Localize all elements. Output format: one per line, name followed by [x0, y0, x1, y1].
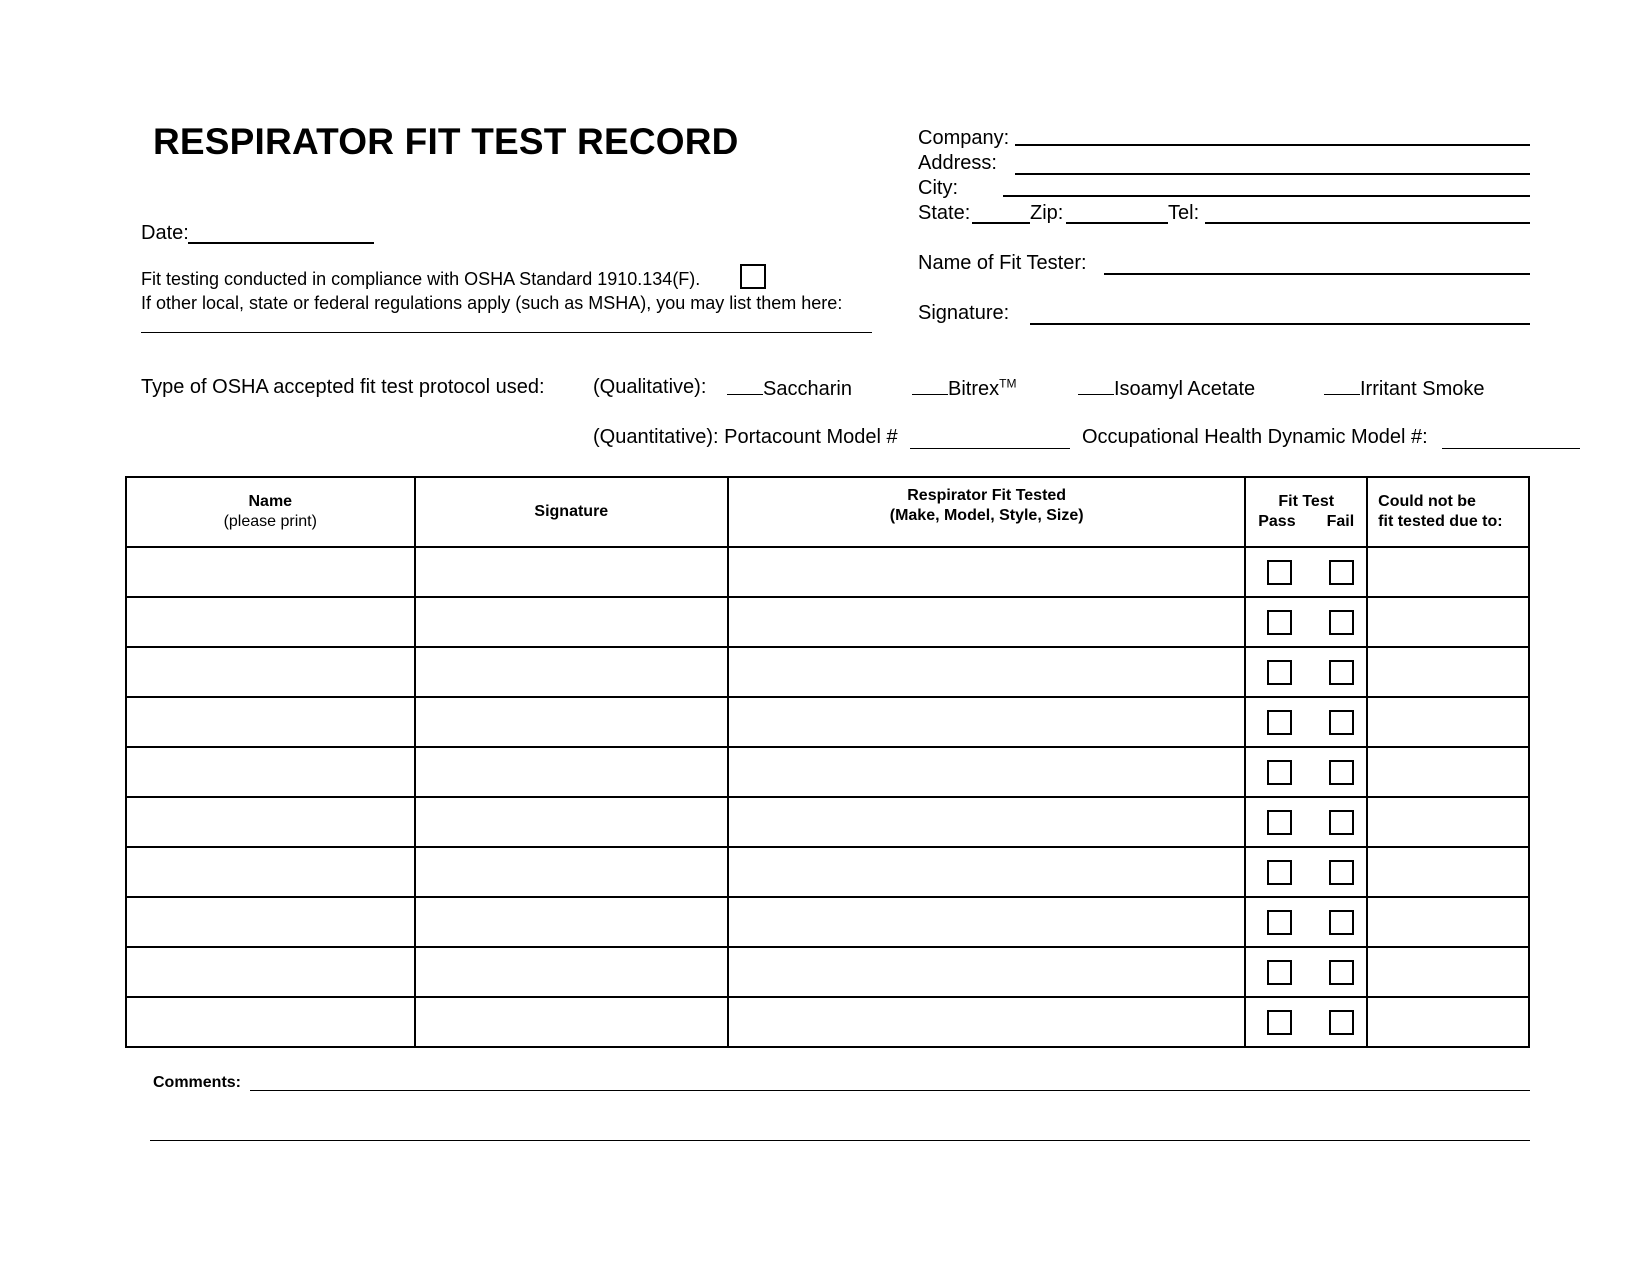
fail-checkbox[interactable] — [1329, 660, 1354, 685]
fit-test-cell — [1245, 947, 1367, 997]
signature-cell[interactable] — [415, 797, 729, 847]
signature-cell[interactable] — [415, 547, 729, 597]
ohd-model-field[interactable] — [1442, 448, 1580, 449]
fit-test-table — [125, 476, 1530, 1048]
pass-checkbox[interactable] — [1267, 610, 1292, 635]
could-not-cell[interactable] — [1367, 797, 1529, 847]
name-cell[interactable] — [126, 797, 415, 847]
quantitative-label: (Quantitative): Portacount Model # — [593, 426, 898, 448]
fit-test-cell — [1245, 697, 1367, 747]
zip-label: Zip: — [1030, 202, 1064, 224]
could-not-cell[interactable] — [1367, 597, 1529, 647]
pass-checkbox[interactable] — [1267, 960, 1292, 985]
could-not-cell[interactable] — [1367, 747, 1529, 797]
could-not-cell[interactable] — [1367, 697, 1529, 747]
fail-label: Fail — [1326, 513, 1355, 530]
table-row — [126, 847, 1529, 897]
fit-test-cell — [1245, 897, 1367, 947]
col-header-could-not: Could not be fit tested due to: — [1367, 477, 1529, 547]
option-saccharin[interactable]: Saccharin — [727, 376, 852, 401]
pass-checkbox[interactable] — [1267, 660, 1292, 685]
fail-checkbox[interactable] — [1329, 610, 1354, 635]
table-row — [126, 797, 1529, 847]
respirator-cell[interactable] — [728, 997, 1245, 1047]
tel-field[interactable] — [1205, 222, 1530, 224]
could-not-cell[interactable] — [1367, 647, 1529, 697]
signature-label: Signature: — [918, 302, 1010, 324]
fail-checkbox[interactable] — [1329, 710, 1354, 735]
compliance-text: Fit testing conducted in compliance with OSHA Standard 1910.134(F). — [141, 269, 701, 289]
signature-cell[interactable] — [415, 697, 729, 747]
table-header-row — [126, 477, 1529, 547]
name-cell[interactable] — [126, 597, 415, 647]
table-row — [126, 647, 1529, 697]
name-cell[interactable] — [126, 897, 415, 947]
option-irritant-smoke[interactable]: Irritant Smoke — [1324, 376, 1484, 401]
respirator-cell[interactable] — [728, 747, 1245, 797]
trademark-sup: TM — [999, 376, 1017, 391]
col-header-signature: Signature — [415, 477, 729, 547]
other-regulations-text: If other local, state or federal regulations apply (such as MSHA), you may list them here: — [141, 293, 843, 313]
name-cell[interactable] — [126, 997, 415, 1047]
respirator-cell[interactable] — [728, 947, 1245, 997]
could-not-cell[interactable] — [1367, 847, 1529, 897]
pass-checkbox[interactable] — [1267, 810, 1292, 835]
pass-checkbox[interactable] — [1267, 560, 1292, 585]
fit-test-cell — [1245, 847, 1367, 897]
could-not-cell[interactable] — [1367, 997, 1529, 1047]
pass-label: Pass — [1258, 513, 1296, 530]
page-title: RESPIRATOR FIT TEST RECORD — [153, 121, 739, 162]
fit-tester-field[interactable] — [1104, 273, 1530, 275]
pass-checkbox[interactable] — [1267, 860, 1292, 885]
fail-checkbox[interactable] — [1329, 860, 1354, 885]
respirator-cell[interactable] — [728, 647, 1245, 697]
other-regulations-field[interactable] — [141, 332, 872, 333]
signature-cell[interactable] — [415, 997, 729, 1047]
fail-checkbox[interactable] — [1329, 810, 1354, 835]
fail-checkbox[interactable] — [1329, 760, 1354, 785]
respirator-cell[interactable] — [728, 697, 1245, 747]
company-field[interactable] — [1015, 144, 1530, 146]
saccharin-blank[interactable] — [727, 376, 763, 395]
fit-tester-label: Name of Fit Tester: — [918, 252, 1087, 274]
isoamyl-blank[interactable] — [1078, 376, 1114, 395]
col-header-fit-test: Fit Test Pass Fail — [1245, 477, 1367, 547]
fit-test-cell — [1245, 547, 1367, 597]
table-row — [126, 947, 1529, 997]
could-not-cell[interactable] — [1367, 897, 1529, 947]
respirator-cell[interactable] — [728, 847, 1245, 897]
name-cell[interactable] — [126, 547, 415, 597]
compliance-checkbox[interactable] — [740, 264, 766, 289]
fail-checkbox[interactable] — [1329, 910, 1354, 935]
respirator-cell[interactable] — [728, 897, 1245, 947]
name-cell[interactable] — [126, 947, 415, 997]
fail-checkbox[interactable] — [1329, 960, 1354, 985]
signature-field[interactable] — [1030, 323, 1530, 325]
signature-cell[interactable] — [415, 947, 729, 997]
table-row — [126, 997, 1529, 1047]
col-header-name: Name (please print) — [126, 477, 415, 547]
state-field[interactable] — [972, 222, 1030, 224]
pass-checkbox[interactable] — [1267, 760, 1292, 785]
pass-checkbox[interactable] — [1267, 710, 1292, 735]
comments-label: Comments: — [153, 1074, 242, 1091]
table-row — [126, 697, 1529, 747]
fail-checkbox[interactable] — [1329, 560, 1354, 585]
table-row — [126, 897, 1529, 947]
signature-cell[interactable] — [415, 847, 729, 897]
table-row — [126, 597, 1529, 647]
irritant-smoke-blank[interactable] — [1324, 376, 1360, 395]
respirator-cell[interactable] — [728, 597, 1245, 647]
name-cell[interactable] — [126, 647, 415, 697]
city-field[interactable] — [1003, 195, 1530, 197]
fit-test-cell — [1245, 797, 1367, 847]
fit-test-cell — [1245, 997, 1367, 1047]
city-label: City: — [918, 177, 958, 199]
col-header-respirator: Respirator Fit Tested (Make, Model, Style, Size) — [728, 477, 1245, 547]
comments-field-1[interactable] — [250, 1090, 1530, 1091]
company-label: Company: — [918, 127, 1010, 149]
tel-label: Tel: — [1168, 202, 1200, 224]
comments-field-2[interactable] — [150, 1140, 1530, 1141]
fit-test-cell — [1245, 747, 1367, 797]
protocol-label: Type of OSHA accepted fit test protocol used: — [141, 376, 545, 398]
date-field[interactable] — [188, 242, 374, 244]
fail-checkbox[interactable] — [1329, 1010, 1354, 1035]
date-label: Date: — [141, 222, 189, 244]
table-row — [126, 747, 1529, 797]
could-not-cell[interactable] — [1367, 547, 1529, 597]
address-label: Address: — [918, 152, 997, 174]
zip-field[interactable] — [1066, 222, 1168, 224]
ohd-model-label: Occupational Health Dynamic Model #: — [1082, 426, 1428, 448]
signature-cell[interactable] — [415, 747, 729, 797]
name-cell[interactable] — [126, 747, 415, 797]
signature-cell[interactable] — [415, 597, 729, 647]
option-bitrex[interactable]: Bitrex™ — [912, 376, 1016, 401]
name-cell[interactable] — [126, 847, 415, 897]
pass-checkbox[interactable] — [1267, 1010, 1292, 1035]
qualitative-label: (Qualitative): — [593, 376, 707, 398]
respirator-cell[interactable] — [728, 797, 1245, 847]
fit-test-cell — [1245, 597, 1367, 647]
state-label: State: — [918, 202, 971, 224]
bitrex-blank[interactable] — [912, 376, 948, 395]
table-body — [126, 547, 1529, 1047]
signature-cell[interactable] — [415, 647, 729, 697]
pass-checkbox[interactable] — [1267, 910, 1292, 935]
fit-test-cell — [1245, 647, 1367, 697]
could-not-cell[interactable] — [1367, 947, 1529, 997]
signature-cell[interactable] — [415, 897, 729, 947]
option-isoamyl-acetate[interactable]: Isoamyl Acetate — [1078, 376, 1255, 401]
respirator-cell[interactable] — [728, 547, 1245, 597]
portacount-model-field[interactable] — [910, 448, 1070, 449]
address-field[interactable] — [1015, 173, 1530, 175]
table-row — [126, 547, 1529, 597]
name-cell[interactable] — [126, 697, 415, 747]
